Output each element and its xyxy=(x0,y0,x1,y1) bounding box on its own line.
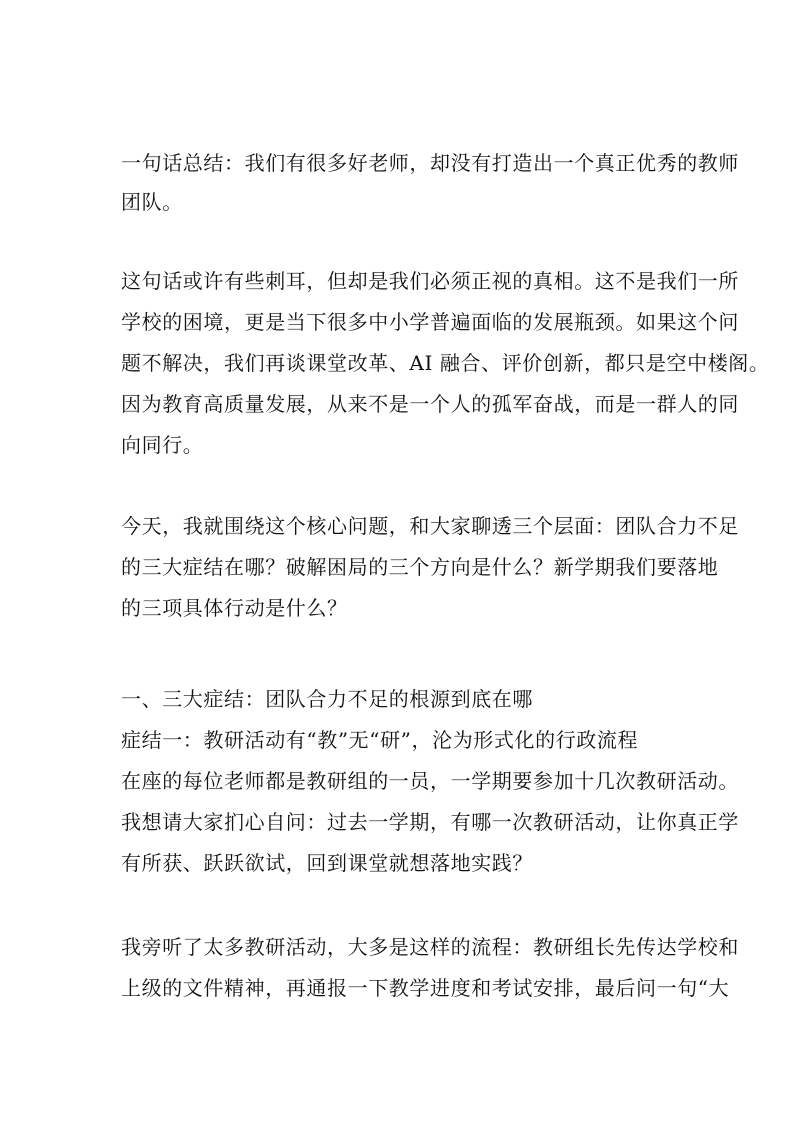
paragraph-4-line-3: 有所获、跃跃欲试，回到课堂就想落地实践？ xyxy=(121,851,533,875)
section-heading: 一、三大症结：团队合力不足的根源到底在哪 xyxy=(121,687,533,711)
paragraph-4-line-1: 在座的每位老师都是教研组的一员，一学期要参加十几次教研活动。 xyxy=(121,769,739,793)
paragraph-4-line-2: 我想请大家扪心自问：过去一学期，有哪一次教研活动，让你真正学 xyxy=(121,810,739,834)
paragraph-2-line-3: 题不解决，我们再谈课堂改革、AI 融合、评价创新，都只是空中楼阁。 xyxy=(121,351,770,375)
paragraph-1-line-2: 团队。 xyxy=(121,190,183,214)
paragraph-3-line-3: 的三项具体行动是什么？ xyxy=(121,596,348,620)
paragraph-3-line-1: 今天，我就围绕这个核心问题，和大家聊透三个层面：团队合力不足 xyxy=(121,514,739,538)
paragraph-2-line-1: 这句话或许有些刺耳，但却是我们必须正视的真相。这不是我们一所 xyxy=(121,269,739,293)
paragraph-5-line-2: 上级的文件精神，再通报一下教学进度和考试安排，最后问一句“大 xyxy=(121,976,730,1000)
paragraph-5-line-1: 我旁听了太多教研活动，大多是这样的流程：教研组长先传达学校和 xyxy=(121,935,739,959)
paragraph-2-line-2: 学校的困境，更是当下很多中小学普遍面临的发展瓶颈。如果这个问 xyxy=(121,310,739,334)
paragraph-1-line-1: 一句话总结：我们有很多好老师，却没有打造出一个真正优秀的教师 xyxy=(121,151,739,175)
subheading-symptom-1: 症结一：教研活动有“教”无“研”，沦为形式化的行政流程 xyxy=(121,728,639,752)
paragraph-2-line-5: 向同行。 xyxy=(121,433,204,457)
paragraph-3-line-2: 的三大症结在哪？破解困局的三个方向是什么？新学期我们要落地 xyxy=(121,555,719,579)
paragraph-2-line-4: 因为教育高质量发展，从来不是一个人的孤军奋战，而是一群人的同 xyxy=(121,392,739,416)
